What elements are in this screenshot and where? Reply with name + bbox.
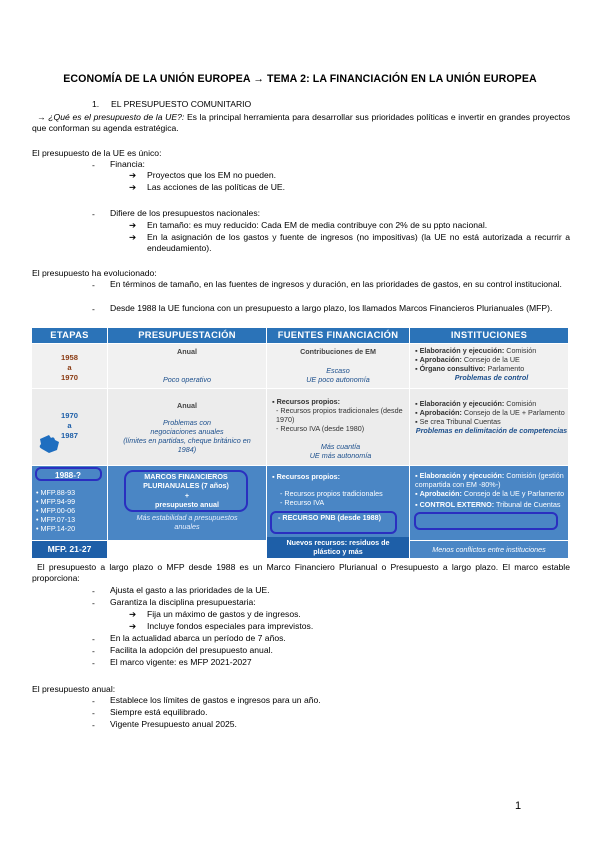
inst-role: CONTROL EXTERNO: xyxy=(419,500,495,509)
funding-pnb: - RECURSO PNB (desde 1988) xyxy=(278,513,382,522)
arrow-marker: ➔ xyxy=(129,170,137,180)
question-arrow: → xyxy=(37,112,46,122)
stage-year: 1958 xyxy=(61,353,78,362)
inst-body: Comisión (gestión compartida con EM -80%-) xyxy=(415,471,564,489)
mfp-period: MFP.88-93 xyxy=(40,488,76,497)
inst-line xyxy=(415,346,568,355)
stage-connector: a xyxy=(67,363,72,372)
arrow-marker: ➔ xyxy=(129,220,137,230)
unique-sub-item: Proyectos que los EM no pueden. xyxy=(147,170,276,180)
funding-item: - Recurso IVA (desde 1980) xyxy=(276,424,365,433)
inst-role: Aprobación: xyxy=(419,489,462,498)
inst-note: Problemas de control xyxy=(454,373,529,382)
inst-line xyxy=(415,399,568,408)
header-instituciones: INSTITUCIONES xyxy=(410,328,568,343)
inst-line xyxy=(415,471,568,489)
mfp-item: Facilita la adopción del presupuesto anual. xyxy=(110,645,273,655)
budget-note: Problemas con xyxy=(163,418,211,427)
document-title: ECONOMÍA DE LA UNIÓN EUROPEA → TEMA 2: LA FINANCIACIÓN EN LA UNIÓN EUROPEA xyxy=(63,73,537,85)
mfp-item: • MFP.00-06 xyxy=(36,506,76,515)
funding-title: Contribuciones de EM xyxy=(300,347,376,356)
highlight-oval xyxy=(35,467,102,481)
mfp-item: • MFP.07-13 xyxy=(36,515,76,524)
funding-item: - Recursos propios tradicionales (desde 1970) xyxy=(276,406,403,424)
mfp-item: • MFP.88-93 xyxy=(36,488,76,497)
inst-body: Tribunal de Cuentas xyxy=(494,500,561,509)
section-number: 1. xyxy=(92,99,100,109)
row1-stage xyxy=(32,344,107,388)
dash-marker: - xyxy=(92,708,95,718)
header-presupuestacion: PRESUPUESTACIÓN xyxy=(108,328,266,343)
bullet: ▪ xyxy=(415,489,418,498)
bullet: ▪ xyxy=(415,471,418,480)
bullet: ▪ xyxy=(415,417,418,426)
unique-sub-item: En la asignación de los gastos y fuente de ingresos (no impositivas) (la UE no está autorizada a recurrir a endeudamiento). xyxy=(147,232,570,254)
budget-note: Más estabilidad a presupuestos anuales xyxy=(136,513,238,531)
bullet: ▪ xyxy=(415,399,418,408)
inst-role: Elaboración y ejecución: xyxy=(419,399,505,408)
unique-sub-item: En tamaño: es muy reducido: Cada EM de media contribuye con 2% de su ppto nacional. xyxy=(147,220,488,230)
annual-item: Establece los límites de gastos e ingresos para un año. xyxy=(110,695,321,705)
inst-role: Elaboración y ejecución: xyxy=(419,346,505,355)
stage-year: 1970 xyxy=(61,411,78,420)
mfp-item: • MFP.14-20 xyxy=(36,524,76,533)
mfp-sub-item: Fija un máximo de gastos y de ingresos. xyxy=(147,609,301,619)
row2-funding xyxy=(267,389,409,465)
inst-body: Se crea Tribunal Cuentas xyxy=(419,417,501,426)
mfp-sub-item: Incluye fondos especiales para imprevistos. xyxy=(147,621,314,631)
funding-title: Recursos propios: xyxy=(276,472,341,481)
funding-note: UE poco autonomía xyxy=(306,375,370,384)
dash-marker: - xyxy=(92,304,95,314)
funding-line xyxy=(272,397,409,406)
mfp-intro: El presupuesto a largo plazo o MFP desde 1988 es un Marco Financiero Plurianual o Presupuesto a largo plazo. El marco estable proporciona: xyxy=(32,562,570,584)
dash-marker: - xyxy=(92,280,95,290)
stage-mfp-list xyxy=(36,488,106,533)
unique-item-difiere: Difiere de los presupuestos nacionales: xyxy=(110,208,261,218)
question-answer: Es la principal herramienta para desarrollar sus prioridades políticas e invertir en grandes proyectos que conforman su agenda estratégica. xyxy=(32,112,570,134)
dash-marker: - xyxy=(92,646,95,656)
dash-marker: - xyxy=(92,720,95,730)
evolution-table xyxy=(32,328,568,558)
evolution-item: En términos de tamaño, en las fuentes de ingresos y duración, en las prioridades de gastos, en su control institucional. xyxy=(110,279,562,289)
bullet: ▪ xyxy=(415,346,418,355)
inst-body: Consejo de la UE y Parlamento xyxy=(461,489,565,498)
annual-item: Vigente Presupuesto anual 2025. xyxy=(110,719,237,729)
evolution-item: Desde 1988 la UE funciona con un presupuesto a largo plazo, los llamados Marcos Financieros Plurianuales (MFP). xyxy=(110,303,553,313)
row2-budget xyxy=(108,389,266,465)
funding-item: - Recurso IVA xyxy=(280,498,325,507)
budget-note: negociaciones anuales xyxy=(150,427,224,436)
funding-note: UE más autonomía xyxy=(309,451,372,460)
row1-funding xyxy=(267,344,409,388)
inst-line xyxy=(415,408,568,417)
stage-connector: a xyxy=(67,421,72,430)
mfp-item: • MFP.94-99 xyxy=(36,497,76,506)
funding-note: Más cuantía xyxy=(320,442,361,451)
row1-institutions xyxy=(410,344,568,388)
inst-body: Consejo de la UE xyxy=(461,355,520,364)
inst-line xyxy=(415,500,568,509)
dash-marker: - xyxy=(92,586,95,596)
dash-marker: - xyxy=(92,209,95,219)
mfp-period: MFP.14-20 xyxy=(40,524,76,533)
evolution-intro: El presupuesto ha evolucionado: xyxy=(32,268,157,278)
header-etapas: ETAPAS xyxy=(32,328,107,343)
highlight-oval xyxy=(124,470,248,512)
bullet: ▪ xyxy=(415,355,418,364)
funding-note: Escaso xyxy=(326,366,350,375)
inst-line xyxy=(415,417,568,426)
dash-marker: - xyxy=(92,160,95,170)
dash-marker: - xyxy=(92,634,95,644)
unique-item-financia: Financia: xyxy=(110,159,145,169)
page-number: 1 xyxy=(515,800,522,812)
mfp-period: MFP.94-99 xyxy=(40,497,76,506)
row4-budget-empty xyxy=(108,541,266,558)
bullet: ▪ xyxy=(415,408,418,417)
annual-item: Siempre está equilibrado. xyxy=(110,707,208,717)
stage-title: 1988-? xyxy=(55,471,81,480)
bullet: ▪ xyxy=(272,397,275,406)
stage-year: 1970 xyxy=(61,373,78,382)
puzzle-piece-icon xyxy=(37,433,63,455)
inst-role: Elaboración y ejecución: xyxy=(419,471,505,480)
unique-intro: El presupuesto de la UE es único: xyxy=(32,148,162,158)
inst-body: Comisión xyxy=(504,346,537,355)
budget-plus: + xyxy=(184,491,190,500)
mfp-item: El marco vigente: es MFP 2021-2027 xyxy=(110,657,252,667)
funding-title: Recursos propios: xyxy=(276,397,341,406)
budget-sub: presupuesto anual xyxy=(155,500,219,509)
budget-title: Anual xyxy=(177,401,197,410)
mfp-period: MFP.00-06 xyxy=(40,506,76,515)
budget-note: Poco operativo xyxy=(163,375,211,384)
inst-body: Parlamento xyxy=(485,364,525,373)
inst-line xyxy=(415,355,568,364)
dash-marker: - xyxy=(92,696,95,706)
bullet: ▪ xyxy=(415,500,418,509)
inst-body: Comisión xyxy=(504,399,537,408)
stage-year: 1987 xyxy=(61,431,78,440)
inst-role: Aprobación: xyxy=(419,355,462,364)
question-text: ¿Qué es el presupuesto de la UE?: xyxy=(48,112,185,122)
bullet: ▪ xyxy=(415,364,418,373)
row2-stage xyxy=(32,389,107,465)
definition-paragraph xyxy=(32,112,570,134)
dash-marker: - xyxy=(92,598,95,608)
inst-role: Aprobación: xyxy=(419,408,462,417)
arrow-marker: ➔ xyxy=(129,182,137,192)
row1-budget xyxy=(108,344,266,388)
mfp-item: Ajusta el gasto a las prioridades de la UE. xyxy=(110,585,270,595)
funding-line xyxy=(272,472,409,481)
budget-note: (límites en partidas, cheque británico en 1984) xyxy=(123,436,251,454)
dash-marker: - xyxy=(92,658,95,668)
unique-sub-item: Las acciones de las políticas de UE. xyxy=(147,182,286,192)
highlight-oval xyxy=(270,511,397,534)
annual-intro: El presupuesto anual: xyxy=(32,684,116,694)
funding-item: - Recursos propios tradicionales xyxy=(280,489,383,498)
arrow-marker: ➔ xyxy=(129,621,137,631)
arrow-marker: ➔ xyxy=(129,609,137,619)
inst-body: Consejo de la UE + Parlamento xyxy=(461,408,565,417)
mfp-item: Garantiza la disciplina presupuestaria: xyxy=(110,597,256,607)
inst-role: Órgano consultivo: xyxy=(419,364,486,373)
row4-institutions: Menos conflictos entre instituciones xyxy=(410,541,568,558)
section-heading: EL PRESUPUESTO COMUNITARIO xyxy=(111,99,252,109)
inst-note: Problemas en delimitación de competencias xyxy=(415,426,568,435)
highlight-oval xyxy=(414,512,558,530)
mfp-item: En la actualidad abarca un período de 7 años. xyxy=(110,633,286,643)
header-fuentes: FUENTES FINANCIACIÓN xyxy=(267,328,409,343)
row2-institutions xyxy=(410,389,568,465)
budget-title: MARCOS FINANCIEROS PLURIANUALES (7 años) xyxy=(143,472,229,490)
mfp-period: MFP.07-13 xyxy=(40,515,76,524)
row4-stage: MFP. 21-27 xyxy=(32,541,107,558)
row4-funding: Nuevos recursos: residuos de plástico y más xyxy=(267,537,409,558)
arrow-marker: ➔ xyxy=(129,232,137,242)
inst-line xyxy=(415,489,568,498)
bullet: ▪ xyxy=(272,472,275,481)
inst-line xyxy=(415,364,568,373)
budget-title: Anual xyxy=(177,347,197,356)
